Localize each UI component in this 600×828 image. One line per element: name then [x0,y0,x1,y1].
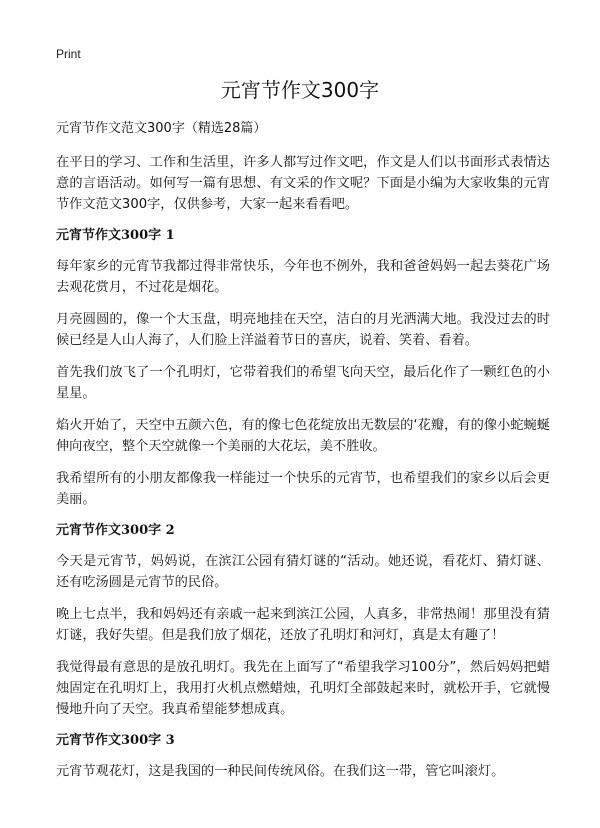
paragraph: 元宵节观花灯，这是我国的一种民间传统风俗。在我们这一带，管它叫滚灯。 [56,764,505,779]
print-link[interactable]: Print [56,47,81,61]
section-heading-3: 元宵节作文300字 3 [56,733,175,748]
paragraph: 我希望所有的小朋友都像我一样能过一个快乐的元宵节，也希望我们的家乡以后会更美丽。 [56,471,550,507]
paragraph: 我觉得最有意思的是放孔明灯。我先在上面写了“希望我学习100分”，然后妈妈把蜡烛固定在孔明灯上，我用打火机点燃蜡烛，孔明灯全部鼓起来时，就松开手，它就慢慢地升向了天空。我真希望能梦想成真。 [56,660,550,717]
paragraph: 首先我们放飞了一个孔明灯，它带着我们的希望飞向天空，最后化作了一颗红色的小星星。 [56,365,550,401]
paragraph: 焰火开始了，天空中五颜六色，有的像七色花绽放出无数层的‘花瓣，有的像小蛇蜿蜒伸向夜空，整个天空就像一个美丽的大花坛，美不胜收。 [56,418,550,454]
paragraph: 今天是元宵节，妈妈说，在滨江公园有猜灯谜的“活动。她还说，看花灯、猜灯谜、还有吃汤圆是元宵节的民俗。 [56,554,550,590]
page-title: 元宵节作文300字 [220,78,380,102]
article-body [56,120,550,793]
article-subtitle: 元宵节作文范文300字（精选28篇） [56,121,267,136]
intro-paragraph: 在平日的学习、工作和生活里，许多人都写过作文吧，作文是人们以书面形式表情达意的言语活动。如何写一篇有思想、有文采的作文呢？下面是小编为大家收集的元宵节作文范文300字，仅供参考，大家一起来看看吧。 [56,155,550,212]
paragraph: 每年家乡的元宵节我都过得非常快乐，今年也不例外，我和爸爸妈妈一起去葵花广场去观花赏月，不过花是烟花。 [56,259,550,295]
paragraph: 晚上七点半，我和妈妈还有亲戚一起来到滨江公园，人真多，非常热闹！那里没有猜灯谜，我好失望。但是我们放了烟花，还放了孔明灯和河灯，真是太有趣了！ [56,607,550,643]
section-heading-1: 元宵节作文300字 1 [56,228,175,243]
paragraph: 月亮圆圆的，像一个大玉盘，明亮地挂在天空，洁白的月光洒满大地。我没过去的时候已经是人山人海了，人们脸上洋溢着节日的喜庆，说着、笑着、看着。 [56,312,550,348]
section-heading-2: 元宵节作文300字 2 [56,523,175,538]
